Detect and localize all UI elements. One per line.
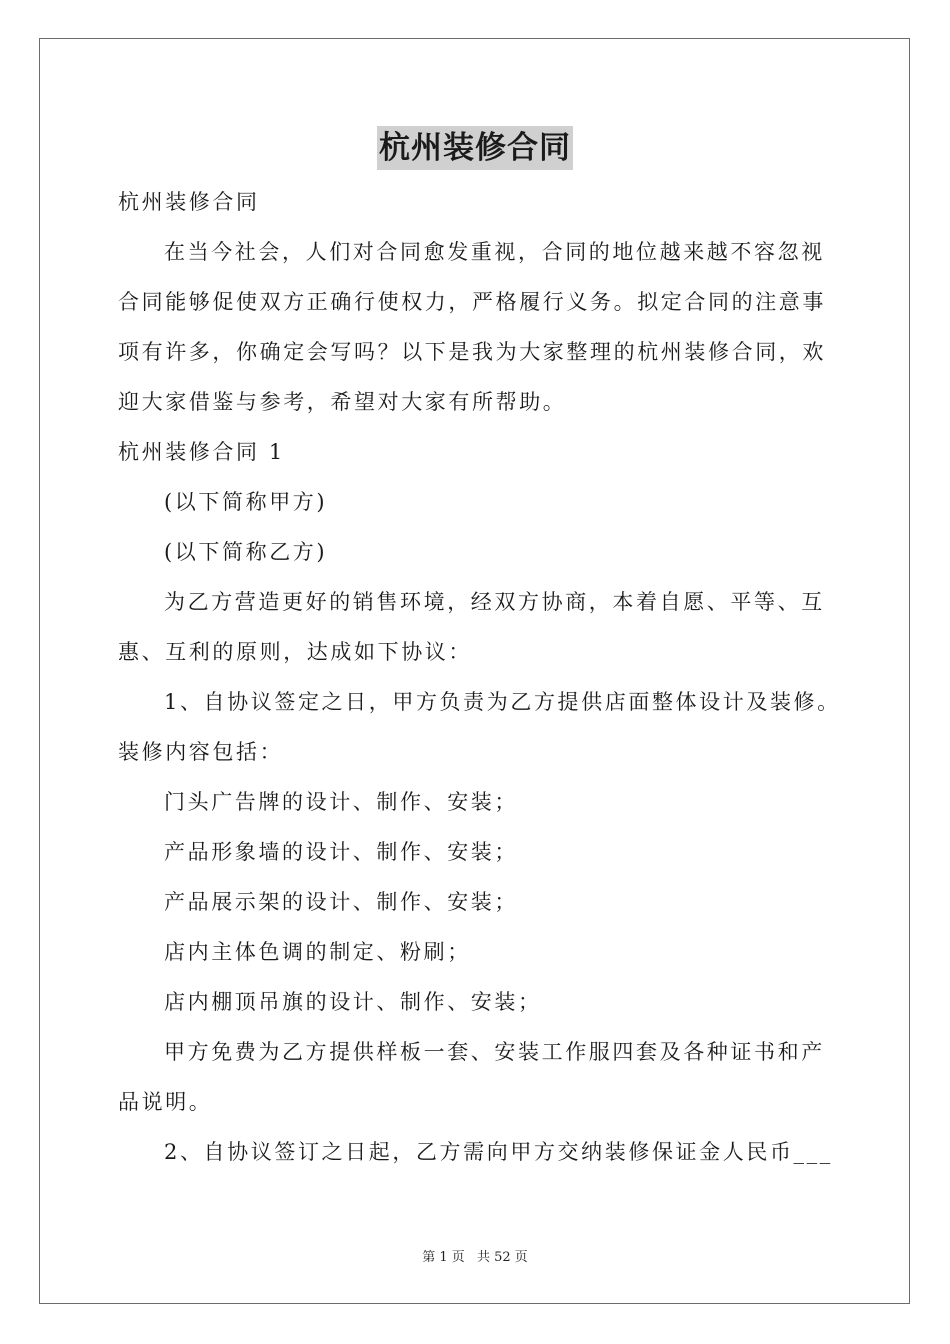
paragraph-line: 1、自协议签定之日，甲方负责为乙方提供店面整体设计及装修。 <box>164 690 841 714</box>
paragraph-line: 合同能够促使双方正确行使权力，严格履行义务。拟定合同的注意事 <box>118 290 826 314</box>
paragraph-line: 装修内容包括： <box>118 740 284 764</box>
page-total: 共 52 页 <box>476 1250 528 1265</box>
paragraph-line: (以下简称乙方) <box>164 540 328 564</box>
paragraph-line: 产品形象墙的设计、制作、安装； <box>164 840 518 864</box>
paragraph-line: 品说明。 <box>118 1090 213 1114</box>
paragraph-line: 项有许多，你确定会写吗？以下是我为大家整理的杭州装修合同，欢 <box>118 340 826 364</box>
paragraph-line: 店内棚顶吊旗的设计、制作、安装； <box>164 990 542 1014</box>
paragraph-line: 2、自协议签订之日起，乙方需向甲方交纳装修保证金人民币___ <box>164 1140 833 1164</box>
paragraph-line: 杭州装修合同 1 <box>118 440 285 464</box>
paragraph-line: (以下简称甲方) <box>164 490 328 514</box>
paragraph-line: 在当今社会，人们对合同愈发重视，合同的地位越来越不容忽视 <box>164 240 825 264</box>
paragraph-line: 杭州装修合同 <box>118 190 260 214</box>
paragraph-line: 甲方免费为乙方提供样板一套、安装工作服四套及各种证书和产 <box>164 1040 825 1064</box>
paragraph-line: 店内主体色调的制定、粉刷； <box>164 940 471 964</box>
paragraph-line: 产品展示架的设计、制作、安装； <box>164 890 518 914</box>
paragraph-line: 惠、互利的原则，达成如下协议： <box>118 640 472 664</box>
document-title: 杭州装修合同 <box>377 126 573 170</box>
document-body <box>118 177 858 1177</box>
paragraph-line: 门头广告牌的设计、制作、安装； <box>164 790 518 814</box>
document-title-container <box>0 126 950 170</box>
page-footer <box>0 1246 950 1265</box>
paragraph-line: 迎大家借鉴与参考，希望对大家有所帮助。 <box>118 390 567 414</box>
paragraph-line: 为乙方营造更好的销售环境，经双方协商，本着自愿、平等、互 <box>164 590 825 614</box>
page-number: 第 1 页 <box>422 1250 465 1265</box>
